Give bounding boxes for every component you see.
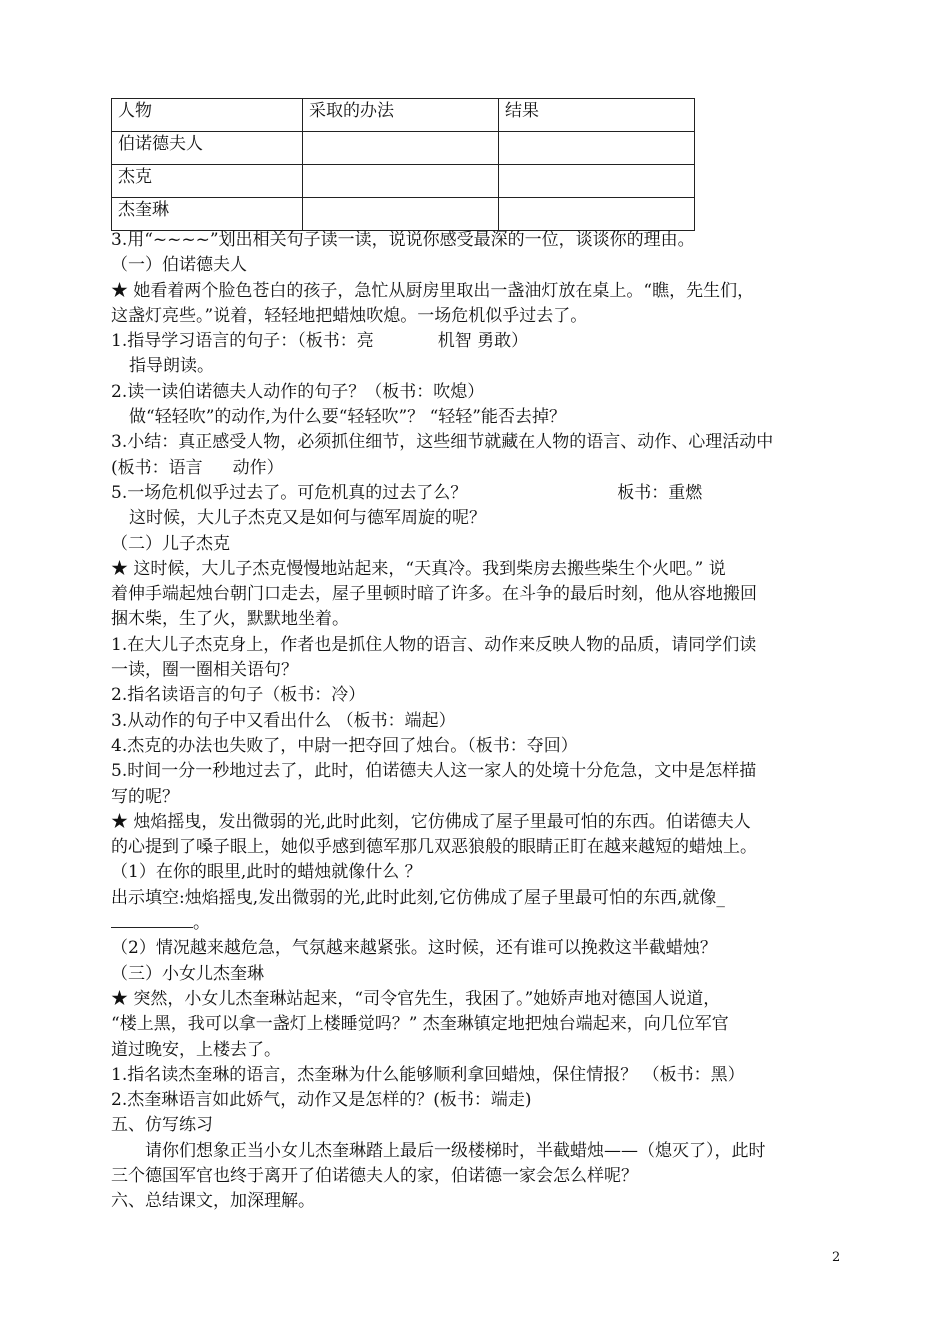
table-cell [303,132,499,165]
table-cell [499,165,695,198]
quote-line: 着伸手端起烛台朝门口走去，屋子里顿时暗了许多。在斗争的最后时刻，他从容地搬回 [111,584,757,605]
text-line: 2.指名读语言的句子（板书：冷） [111,685,366,706]
table-cell [303,198,499,231]
text-segment: 。 [193,913,210,934]
text-line: 出示填空:烛焰摇曳,发出微弱的光,此时此刻,它仿佛成了屋子里最可怕的东西,就像_ [111,887,725,908]
text-segment: 5.一场危机似乎过去了。可危机真的过去了么？ [111,482,468,503]
table-cell [499,132,695,165]
section-heading: （二）儿子杰克 [111,533,230,554]
quote-line: ★ 突然，小女儿杰奎琳站起来，“司令官先生，我困了。”她娇声地对德国人说道， [111,988,721,1009]
quote-line: “楼上黑，我可以拿一盏灯上楼睡觉吗？” 杰奎琳镇定地把烛台端起来，向几位军官 [111,1014,729,1035]
text-line: 2.杰奎琳语言如此娇气，动作又是怎样的？(板书：端走) [111,1090,532,1111]
text-line: （1）在你的眼里,此时的蜡烛就像什么 ？ [111,862,422,883]
text-segment: 板书：重燃 [617,482,703,503]
text-line: 这时候，大儿子杰克又是如何与德军周旋的呢？ [129,508,486,529]
document-body [111,228,831,1215]
text-line: 3.用“~~~~”划出相关句子读一读，说说你感受最深的一位，谈谈你的理由。 [111,230,695,250]
quote-line: ★ 这时候，大儿子杰克慢慢地站起来，“天真冷。我到柴房去搬些柴生个火吧。” 说 [111,558,726,579]
fill-in-blank [111,913,193,928]
text-segment: (板书：语言 [111,457,203,478]
table-row [112,132,695,165]
text-line: 1.在大儿子杰克身上，作者也是抓住人物的语言、动作来反映人物的品质，请同学们读 [111,634,757,655]
table-header-cell: 结果 [499,99,695,132]
text-line [111,456,831,481]
table-cell: 杰奎琳 [112,198,303,231]
text-line: 一读，圈一圈相关语句？ [111,660,298,681]
section-heading: （三）小女儿杰奎琳 [111,963,264,984]
table-row [112,165,695,198]
table-header-cell: 人物 [112,99,303,132]
table-cell [499,198,695,231]
page-number: 2 [832,1250,841,1265]
text-segment: 动作） [232,457,284,478]
text-line: 指导朗读。 [129,356,214,377]
table-cell: 伯诺德夫人 [112,132,303,165]
quote-line: 道过晚安，上楼去了。 [111,1039,281,1060]
section-heading: （一）伯诺德夫人 [111,255,247,276]
section-heading: 六、总结课文，加深理解。 [111,1191,315,1212]
text-segment: 1.指导学习语言的句子：（板书：亮 [111,331,374,352]
text-line: 4.杰克的办法也失败了，中尉一把夺回了烛台。（板书：夺回） [111,735,578,756]
text-line: 2.读一读伯诺德夫人动作的句子？（板书：吹熄） [111,381,485,402]
table-row [112,198,695,231]
text-line: 请你们想象正当小女儿杰奎琳踏上最后一级楼梯时，半截蜡烛——（熄灭了），此时 [145,1140,766,1161]
text-line: 3.从动作的句子中又看出什么 （板书：端起） [111,710,456,731]
quote-line: ★ 她看着两个脸色苍白的孩子，急忙从厨房里取出一盏油灯放在桌上。“瞧，先生们， [111,280,755,301]
text-line: 3.小结：真正感受人物，必须抓住细节，这些细节就藏在人物的语言、动作、心理活动中 [111,432,774,453]
quote-line: 的心提到了嗓子眼上，她似乎感到德军那几双恶狼般的眼睛正盯在越来越短的蜡烛上。 [111,837,757,858]
section-heading: 五、仿写练习 [111,1115,213,1136]
text-line: 三个德国军官也终于离开了伯诺德夫人的家，伯诺德一家会怎么样呢？ [111,1165,638,1186]
table-header-row [112,99,695,132]
text-segment: 机智 勇敢） [437,331,529,352]
text-line [111,481,831,506]
table-cell: 杰克 [112,165,303,198]
quote-line: 这盏灯亮些。”说着，轻轻地把蜡烛吹熄。一场危机似乎过去了。 [111,305,588,326]
quote-line: 捆木柴，生了火，默默地坐着。 [111,609,349,630]
text-line [111,911,831,936]
text-line: （2）情况越来越危急，气氛越来越紧张。这时候，还有谁可以挽救这半截蜡烛？ [111,938,717,959]
quote-line: ★ 烛焰摇曳，发出微弱的光,此时此刻，它仿佛成了屋子里最可怕的东西。伯诺德夫人 [111,811,751,832]
text-line: 写的呢？ [111,786,179,807]
text-line: 1.指名读杰奎琳的语言，杰奎琳为什么能够顺利拿回蜡烛，保住情报？ （板书：黑） [111,1064,745,1085]
table-cell [303,165,499,198]
text-line [111,329,831,354]
table-header-cell: 采取的办法 [303,99,499,132]
text-line: 做“轻轻吹”的动作,为什么要“轻轻吹”？ “轻轻”能否去掉？ [129,407,566,428]
character-table [111,98,695,231]
text-line: 5.时间一分一秒地过去了，此时，伯诺德夫人这一家人的处境十分危急，文中是怎样描 [111,761,757,782]
